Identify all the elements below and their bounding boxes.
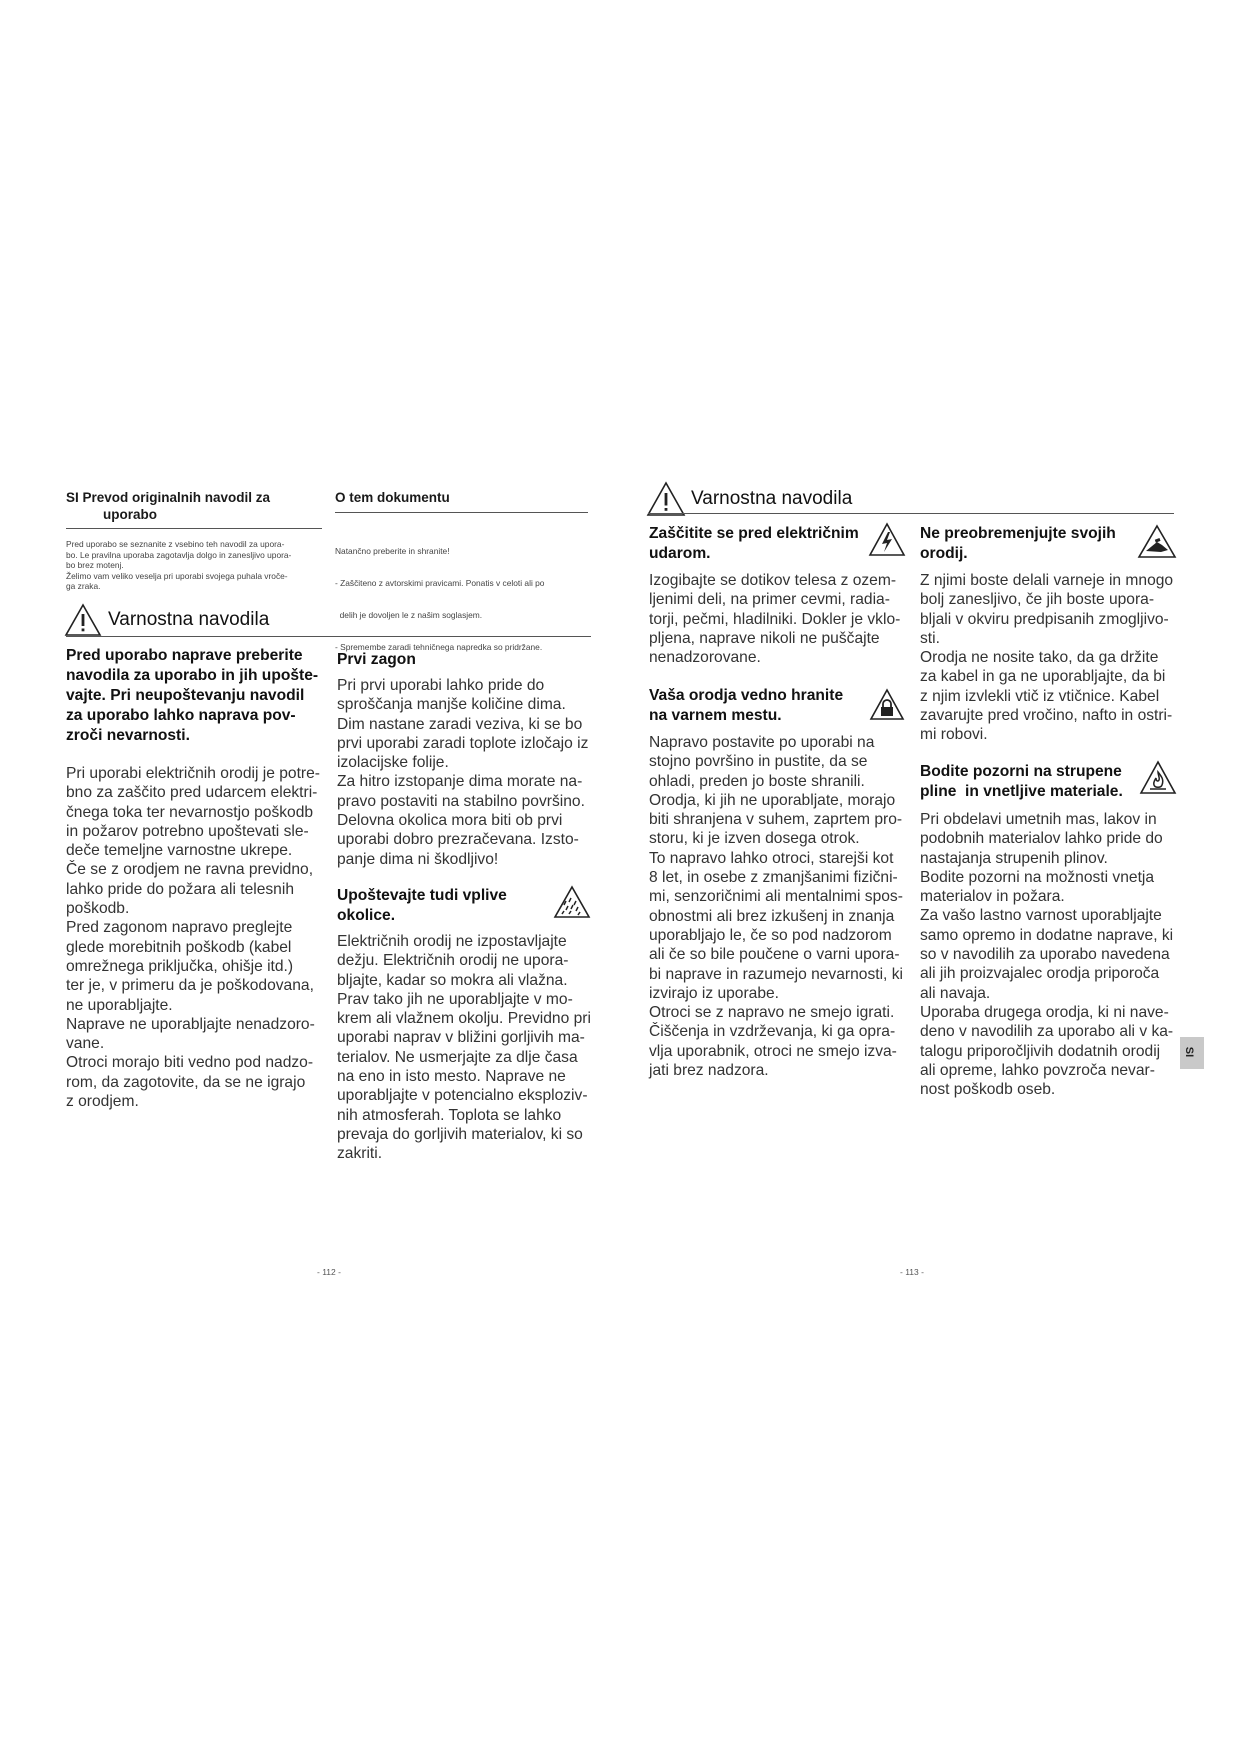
text-line: Električnih orodij ne izpostavljajte [337,933,567,950]
text-line: Bodite pozorni na možnosti vnetja [920,868,1155,886]
text-line: nenadzorovane. [649,649,761,667]
text-line: jati brez nadzora. [649,1062,769,1080]
storage-text [649,733,911,1080]
about-title: O tem dokumentu [335,490,450,505]
text-line: omrežnega priključka, ohišje itd.) [66,957,294,975]
about-line: delih je dovoljen le z našim soglasjem. [335,609,483,620]
warning-line: vajte. Pri neupoštevanju navodil [66,687,305,704]
divider [66,528,322,529]
text-line: uporabljajo le, če so pod nadzorom [649,926,892,944]
text-line: čnega toka ter nevarnostjo poškodb [66,803,314,821]
text-line: 8 let, in osebe z zmanjšanimi fizični- [649,869,898,887]
toxic-fumes-title [920,762,1140,801]
text-line: Prav tako jih ne uporabljajte v mo- [337,990,573,1008]
storage-title-line2: na varnem mestu. [649,706,782,724]
text-line: rom, da zagotovite, da se ne igrajo [66,1073,306,1091]
text-line: izvirajo iz uporabe. [649,984,780,1002]
text-line: bno za zaščito pred udarcem elektri- [66,784,318,802]
toxic-fumes-text [920,810,1182,1099]
text-line: ohladi, preden jo boste shranili. [649,772,865,790]
text-line: dežju. Električnih orodij ne upora- [337,952,569,970]
environment-title-line1: Upoštevajte tudi vplive [337,887,507,904]
intro-text [66,539,326,592]
text-line: ter je, v primeru da je poškodovana, [66,977,314,995]
text-line: ne uporabljajte. [66,996,173,1014]
first-start-title: Prvi zagon [337,651,416,668]
electric-shock-title-line1: Zaščitite se pred električnim [649,525,859,542]
first-start-text [337,676,599,869]
warning-line: zroči nevarnosti. [66,727,190,744]
overload-title-line1: Ne preobremenjujte svojih [920,525,1116,542]
text-line: uporabi naprav v bližini gorljivih ma- [337,1029,585,1047]
tool-overload-icon [1137,524,1177,560]
text-line: za kabel in ga ne uporabljajte, da bi [920,668,1166,686]
translation-title [66,489,306,523]
page-number: - 113 - [900,1267,924,1277]
text-line: Pri uporabi električnih orodij je potre- [66,765,320,782]
language-tab-label: SI [1183,1046,1196,1058]
text-line: prvi uporabi zaradi toplote izločajo iz [337,734,589,752]
text-line: ali navaja. [920,984,991,1002]
text-line: Napravo postavite po uporabi na [649,734,875,751]
electric-shock-text [649,571,911,667]
text-line: so v navodilih za uporabo navedena [920,946,1170,964]
text-line: in požarov potrebno upoštevati sle- [66,822,309,840]
text-line: nastajanja strupenih plinov. [920,849,1108,867]
overload-title-line2: orodij. [920,544,968,562]
language-tab [1180,1037,1204,1069]
text-line: nost poškodb oseb. [920,1081,1056,1099]
text-line: Orodja ne nosite tako, da ga držite [920,649,1159,667]
text-line: Z njimi boste delali varneje in mnogo [920,572,1174,589]
text-line: sti. [920,629,940,647]
text-line: z njim izvlekli vtič iz vtičnice. Kabel [920,687,1160,705]
storage-title-line1: Vaša orodja vedno hranite [649,687,844,704]
text-line: vlja uporabnik, otroci ne smejo izva- [649,1042,897,1060]
fire-warning-icon [1139,760,1177,796]
lock-warning-icon [869,688,905,722]
warning-line: navodila za uporabo in jih upošte- [66,667,319,684]
text-line: Orodja, ki jih ne uporabljate, morajo [649,791,896,809]
about-line: Natančno preberite in shranite! [335,546,450,557]
text-line: poškodb. [66,900,130,918]
text-line: To napravo lahko otroci, starejši kot [649,849,894,867]
intro-line: Pred uporabo se seznanite z vsebino teh navodil za upora- [66,539,285,549]
text-line: izolacijske folije. [337,754,449,772]
text-line: Izogibajte se dotikov telesa z ozem- [649,572,897,589]
text-line: vane. [66,1035,105,1053]
overload-text [920,571,1182,745]
text-line: obnostmi ali brez izkušenj in znanja [649,907,895,925]
text-line: podobnih materialov lahko pride do [920,830,1163,848]
text-line: bljali v okviru predpisanih zmogljivo- [920,610,1169,628]
text-line: z orodjem. [66,1093,139,1111]
toxic-fumes-title-line1: Bodite pozorni na strupene [920,763,1122,780]
text-line: bi naprave in razumejo nevarnosti, ki [649,965,903,983]
text-line: krem ali vlažnem okolju. Previdno pri [337,1010,591,1028]
text-line: glede morebitnih poškodb (kabel [66,938,292,956]
text-line: storu, ki je izven dosega otrok. [649,830,860,848]
translation-title-line2: uporabo [103,507,157,522]
warning-line: za uporabo lahko naprava pov- [66,707,296,724]
electric-shock-icon [868,522,906,558]
general-safety-text [66,764,328,1111]
electric-shock-title [649,524,869,563]
text-line: torji, pečmi, hladilniki. Dokler je vklo- [649,610,901,628]
about-text [335,525,595,663]
divider [648,513,1174,514]
text-line: mi, senzoričnimi ali mentalnimi spos- [649,888,903,906]
text-line: ali jih proizvajalec orodja priporoča [920,965,1160,983]
warning-intro [66,646,326,746]
divider [335,512,588,513]
text-line: Pred zagonom napravo preglejte [66,919,293,937]
text-line: Pri obdelavi umetnih mas, lakov in [920,811,1157,828]
text-line: deno v navodilih za uporabo ali v ka- [920,1023,1174,1041]
electric-shock-title-line2: udarom. [649,544,711,562]
text-line: bljajte, kadar so mokra ali vlažna. [337,971,568,989]
intro-line: ga zraka. [66,581,101,592]
text-line: Pri prvi uporabi lahko pride do [337,677,545,694]
text-line: ali opreme, lahko povzroča nevar- [920,1061,1155,1079]
intro-line: bo brez motenj. [66,560,124,571]
text-line: lahko pride do požara ali telesnih [66,880,294,898]
text-line: bolj zanesljivo, če jih boste upora- [920,591,1155,609]
text-line: Za vašo lastno varnost uporabljajte [920,907,1162,925]
divider [66,636,591,637]
page-number: - 112 - [317,1267,341,1277]
text-line: uporabi dobro prezračevana. Izsto- [337,831,579,849]
text-line: Otroci se z napravo ne smejo igrati. [649,1004,895,1022]
toxic-fumes-title-line2: pline in vnetljive materiale. [920,782,1123,800]
text-line: Naprave ne uporabljajte nenadzoro- [66,1015,315,1033]
text-line: prevaja do gorljivih materialov, ki so [337,1125,583,1143]
text-line: terialov. Ne usmerjajte za dlje časa [337,1048,578,1066]
text-line: materialov in požara. [920,888,1065,906]
text-line: mi robovi. [920,726,988,744]
text-line: na eno in isto mesto. Naprave ne [337,1068,566,1086]
text-line: sproščanja manjše količine dima. [337,696,566,714]
warning-line: Pred uporabo naprave preberite [66,647,303,664]
safety-title: Varnostna navodila [108,609,270,630]
intro-line: Želimo vam veliko veselja pri uporabi svojega puhala vroče- [66,570,288,581]
text-line: ljenimi deli, na primer cevmi, radia- [649,591,890,609]
environment-title-line2: okolice. [337,906,396,924]
environment-title [337,886,537,925]
text-line: zakriti. [337,1145,383,1163]
text-line: Če se z orodjem ne ravna previdno, [66,861,314,879]
about-line: - Spremembe zaradi tehničnega napredka so pridržane. [335,641,543,652]
text-line: Delovna okolica mora biti ob prvi [337,812,563,830]
environment-text [337,932,599,1164]
overload-title [920,524,1140,563]
text-line: panje dima ni škodljivo! [337,850,499,868]
text-line: samo opremo in dodatne naprave, ki [920,926,1174,944]
text-line: zavarujte pred vročino, nafto in ostri- [920,707,1173,725]
text-line: nih atmosferah. Toplota se lahko [337,1106,562,1124]
text-line: Dim nastane zaradi veziva, ki se bo [337,715,583,733]
text-line: stojno površino in pustite, da se [649,753,868,771]
text-line: uporabljajte v potencialno eksploziv- [337,1087,588,1105]
text-line: biti shranjena v suhem, zaprtem pro- [649,811,903,829]
text-line: Otroci morajo biti vedno pod nadzo- [66,1054,314,1072]
text-line: deče temeljne varnostne ukrepe. [66,842,293,860]
safety-title: Varnostna navodila [691,488,853,509]
text-line: Uporaba drugega orodja, ki ni nave- [920,1003,1169,1021]
warning-icon [64,603,102,637]
rain-warning-icon [553,885,591,920]
text-line: Za hitro izstopanje dima morate na- [337,773,583,791]
text-line: pljena, naprave nikoli ne puščajte [649,629,880,647]
text-line: ali če so bile poučene o varni upora- [649,946,900,964]
storage-title [649,686,869,725]
text-line: talogu priporočljivih dodatnih orodij [920,1042,1161,1060]
about-line: - Zaščiteno z avtorskimi pravicami. Ponatis v celoti ali po [335,577,545,588]
text-line: Čiščenja in vzdrževanja, ki ga opra- [649,1023,896,1041]
text-line: pravo postaviti na stabilno površino. [337,792,585,810]
warning-icon [646,481,686,517]
translation-title-line1: SI Prevod originalnih navodil za [66,490,271,505]
intro-line: bo. Le pravilna uporaba zagotavlja dolgo in zanesljivo upora- [66,549,292,560]
